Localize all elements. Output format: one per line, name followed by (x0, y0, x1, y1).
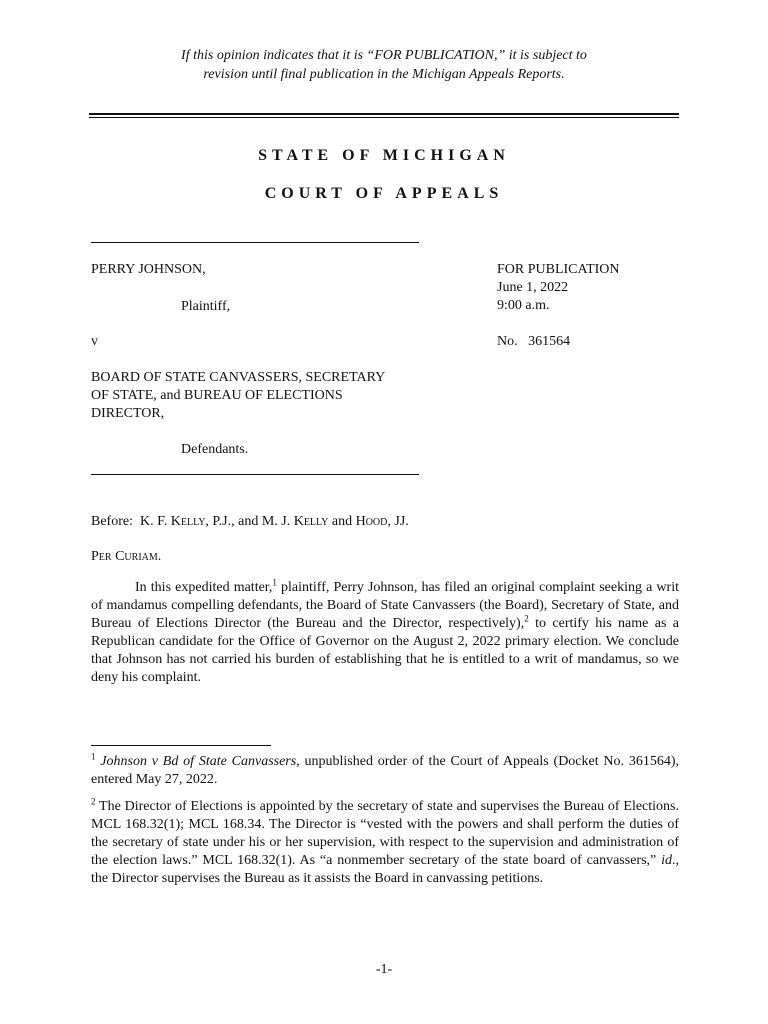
per-curiam-heading (91, 548, 161, 566)
panel-prefix: Before: K. F. K (91, 514, 181, 529)
publication-notice-line1: If this opinion indicates that it is “FOR PUBLICATION,” it is subject to (181, 48, 587, 63)
defendant-line: BOARD OF STATE CANVASSERS, SECRETARY (91, 370, 386, 385)
panel-mid: , P.J., and M. J. K (205, 514, 304, 529)
publication-notice (0, 46, 768, 84)
body-text: to certify his name as a Republican candidate for the Office of Governor on the August 2, 2022 primary election. We conclude that Johnson has not carried his burden of establishing that he is entitled to a writ of mandamus, so we deny his complaint. (91, 616, 680, 685)
judge-kelly-sc: elly (303, 514, 329, 529)
defendant-role: Defendants. (181, 442, 249, 457)
footnote-2 (91, 798, 679, 888)
footnote-mark: 1 (91, 751, 96, 762)
per-curiam-c: C (111, 549, 125, 564)
decision-date: June 1, 2022 (497, 280, 569, 295)
case-info (497, 261, 620, 315)
judge-hood-sc: ood (365, 514, 388, 529)
opinion-paragraph (91, 579, 679, 687)
docket-number: No. 361564 (497, 334, 571, 349)
panel-and: and H (328, 514, 366, 529)
defendant-line: OF STATE, and BUREAU OF ELECTIONS (91, 388, 343, 403)
footnote-text: , unpublished order of the Court of Appeals (Docket No. 361564), entered May 27, 2022. (91, 754, 680, 787)
publication-status: FOR PUBLICATION (497, 262, 620, 277)
defendant-names (91, 369, 385, 423)
footnote-1 (91, 753, 679, 789)
defendant-line: DIRECTOR, (91, 406, 165, 421)
decision-time: 9:00 a.m. (497, 298, 550, 313)
footnote-text: ., the Director supervises the Bureau as it assists the Board in canvassing petitions. (91, 853, 679, 886)
footnote-separator (91, 745, 271, 746)
body-text: In this expedited matter, (135, 580, 273, 595)
state-title: STATE OF MICHIGAN (258, 147, 510, 164)
caption-top-rule (91, 242, 419, 243)
panel-suffix: , JJ. (387, 514, 409, 529)
footnote-text: The Director of Elections is appointed by the secretary of state and supervises the Bureau of Elections. MCL 168.32(1); MCL 168.34. The Director is “vested with the powers and shall perform the duties of the secretary of state under his or her supervision, with respect to the supervision and administration of the election laws.” MCL 168.32(1). As “a nonmember secretary of the state board of canvassers,” (91, 799, 679, 868)
footnote-ref-2[interactable]: 2 (524, 613, 529, 624)
footnote-ref-1[interactable]: 1 (272, 577, 277, 588)
per-curiam-uriam: uriam (124, 549, 158, 564)
court-title: COURT OF APPEALS (264, 185, 504, 202)
header-double-rule (89, 113, 679, 118)
plaintiff-role: Plaintiff, (181, 299, 231, 314)
plaintiff-name: PERRY JOHNSON, (91, 262, 206, 277)
publication-notice-line2: revision until final publication in the Michigan Appeals Reports. (203, 67, 565, 82)
per-curiam-er: er (98, 549, 112, 564)
caption-bottom-rule (91, 474, 419, 475)
per-curiam-period: . (157, 549, 162, 564)
footnote-mark: 2 (91, 796, 96, 807)
judge-kelly-sc: elly (180, 514, 206, 529)
panel-line (91, 513, 409, 531)
per-curiam-p: P (91, 549, 99, 564)
case-citation: Johnson v Bd of State Canvassers (100, 754, 297, 769)
page-number: -1- (375, 962, 393, 977)
id-citation: id (661, 853, 672, 868)
body-text: plaintiff, Perry Johnson, has filed an original complaint seeking a writ of mandamus compelling defendants, the Board of State Canvassers (the Board), Secretary of State, and Bureau of Elections Director (the Bureau and the Director, respectively), (91, 580, 679, 631)
versus: v (91, 334, 98, 349)
